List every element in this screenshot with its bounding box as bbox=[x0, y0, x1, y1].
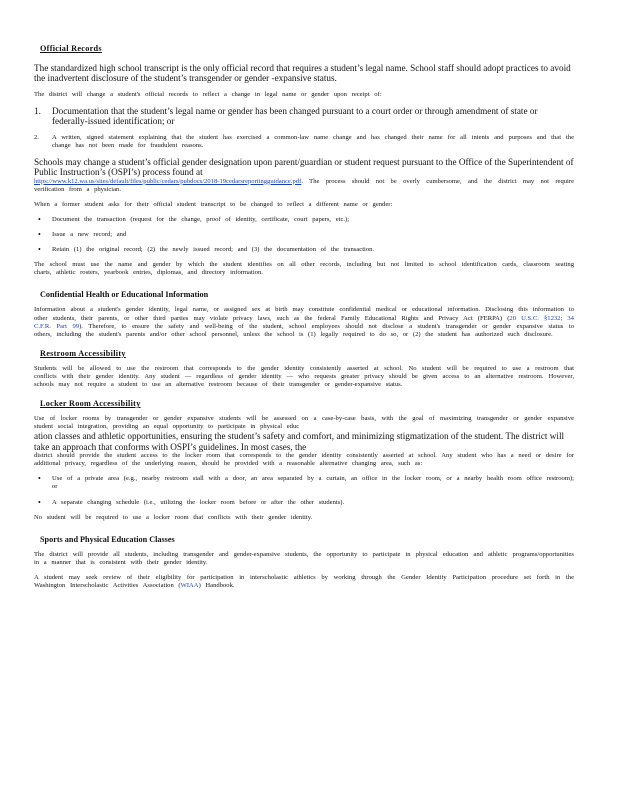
sports-text-a: A student may seek review of their eligibility for participation in interscholastic athletics by working through the Gender Identity Participation procedure set forth in the Washington Interscholastic Activities Association ( bbox=[34, 573, 574, 589]
heading-locker-room-accessibility: Locker Room Accessibility bbox=[40, 399, 141, 409]
bullet-text: Issue a new record; and bbox=[52, 231, 127, 239]
bullet-icon: • bbox=[38, 230, 41, 240]
ospi-guidance-link[interactable]: https://www.k12.wa.us/sites/default/files/public/cedars/pubdocs/2018-19cedarsreportingguidance.pdf bbox=[34, 177, 302, 185]
heading-official-records: Official Records bbox=[40, 44, 102, 53]
list-item bbox=[34, 231, 574, 239]
sports-body-2 bbox=[34, 574, 574, 590]
official-records-lead: The standardized high school transcript is the only official record that requires a student’s legal name. School staff should adopt practices to avoid the inadvertent disclosure of the student’s transgender or gender -expansive status. bbox=[34, 63, 571, 84]
list-number: 2. bbox=[34, 133, 39, 141]
heading-confidential-information: Confidential Health or Educational Information bbox=[40, 290, 209, 300]
bullet-text: Use of a private area (e.g., nearby restroom stall with a door, an area separated by a curtain, an office in the locker room, or a nearby health room office restroom); or bbox=[52, 475, 574, 491]
ospi-text: Schools may change a student’s official gender designation upon parent/guardian or student request pursuant to the Office of the Superintendent of Public Instruction’s (OSPI’s) process found at bbox=[34, 156, 574, 178]
heading-restroom-accessibility: Restroom Accessibility bbox=[40, 348, 126, 358]
ospi-link-paragraph bbox=[34, 178, 574, 194]
locker-body-big: ation classes and athletic opportunities, ensuring the student’s safety and comfort, and minimizing stigmatization of the student. The district will take an approach that conforms with OSPI’s guidelines. In most cases, the bbox=[34, 431, 565, 452]
bullet-text: Document the transaction (request for the change, proof of identity, certificate, court papers, etc.); bbox=[52, 216, 350, 223]
ospi-paragraph bbox=[34, 157, 574, 178]
ospi-after-text: . The process should not be overly cumbersome, and the district may not require verification from a physician. bbox=[34, 177, 574, 193]
list-item bbox=[34, 246, 574, 254]
confidential-body bbox=[34, 306, 574, 338]
locker-closing: No student will be required to use a locker room that conflicts with their gender identity. bbox=[34, 513, 313, 521]
list-item-2 bbox=[34, 134, 574, 150]
list-item-text: Documentation that the student’s legal name or gender has been changed pursuant to a court order or through amendment of state or federally-issued identification; or bbox=[52, 105, 538, 127]
ferpa-citation: 20 U.S.C. §1232; 34 C.F.R. Part 99 bbox=[34, 314, 574, 330]
list-item-text: A written, signed statement explaining that the student has exercised a common-law name change and has changed their name for all intents and purposes and that the change has not been made for fraudulent reasons. bbox=[52, 133, 574, 149]
former-student-intro: When a former student asks for their official student transcript to be changed to reflect a different name or gender: bbox=[34, 200, 393, 208]
official-records-closing: The school must use the name and gender by which the student identifies on all other records, including but not limited to school identification cards, classroom seating charts, athletic rosters, yearbook entries, diplomas, and directory information. bbox=[34, 261, 574, 277]
bullet-icon: • bbox=[38, 215, 41, 224]
locker-body-a: Use of locker rooms by transgender or gender expansive students will be assessed on a case-by-case basis, with the goal of maximizing transgender or gender expansive student social integration, providing an equal opportunity to participate in physical educ bbox=[34, 415, 574, 431]
list-item bbox=[34, 499, 574, 507]
list-item bbox=[34, 216, 574, 224]
confidential-text-b: ). Therefore, to ensure the safety and well-being of the student, school employees should not disclose a student's transgender or gender expansive status to others, including the student's parents and/or other school personnel, unless the school is (1) legally required to do so, or (2) the student has authorized such disclosure. bbox=[34, 322, 574, 338]
restroom-body: Students will be allowed to use the restroom that corresponds to the gender identity consistently asserted at school. No student will be required to use a restroom that conflicts with their gender identity. Any student — regardless of gender identity — who requests greater privacy should be given access to an alternative restroom. However, schools may not require a student to use an alternative restroom because of their transgender or gender-expansive status. bbox=[34, 364, 574, 389]
bullet-text: A separate changing schedule (i.e., utilizing the locker room before or after the other students). bbox=[52, 498, 345, 506]
sports-body-1: The district will provide all students, including transgender and gender-expansive students, the opportunity to participate in physical education and athletic programs/opportunities in a manner that is consistent with their gender identity. bbox=[34, 550, 574, 566]
bullet-icon: • bbox=[38, 497, 41, 507]
list-item bbox=[34, 475, 574, 491]
locker-body-b: district should provide the student access to the locker room that corresponds to the gender identity consistently asserted at school. Any student who has a need or desire for additional privacy, regardless of the underlying reason, should be provided with a reasonable alternative changing area, such as: bbox=[34, 452, 574, 468]
bullet-icon: • bbox=[38, 474, 41, 484]
official-records-intro: The district will change a student's official records to reflect a change in legal name or gender upon receipt of: bbox=[34, 90, 382, 98]
confidential-text-a: Information about a student's gender identity, legal name, or assigned sex at birth may constitute confidential medical or educational information. Disclosing this information to other students, their parents, or other third parties may violate privacy laws, such as the federal Family Educational Rights and Privacy Act (FERPA) ( bbox=[34, 306, 574, 322]
document-page bbox=[34, 44, 574, 590]
sports-text-b: ) Handbook. bbox=[198, 581, 235, 589]
list-item-1 bbox=[34, 106, 574, 127]
list-number: 1. bbox=[34, 105, 41, 116]
heading-sports-physical-education: Sports and Physical Education Classes bbox=[40, 534, 175, 544]
bullet-text: Retain (1) the original record; (2) the newly issued record; and (3) the documentation of the transaction. bbox=[52, 246, 375, 254]
bullet-icon: • bbox=[38, 245, 41, 255]
wiaa-abbreviation: WIAA bbox=[180, 581, 199, 589]
